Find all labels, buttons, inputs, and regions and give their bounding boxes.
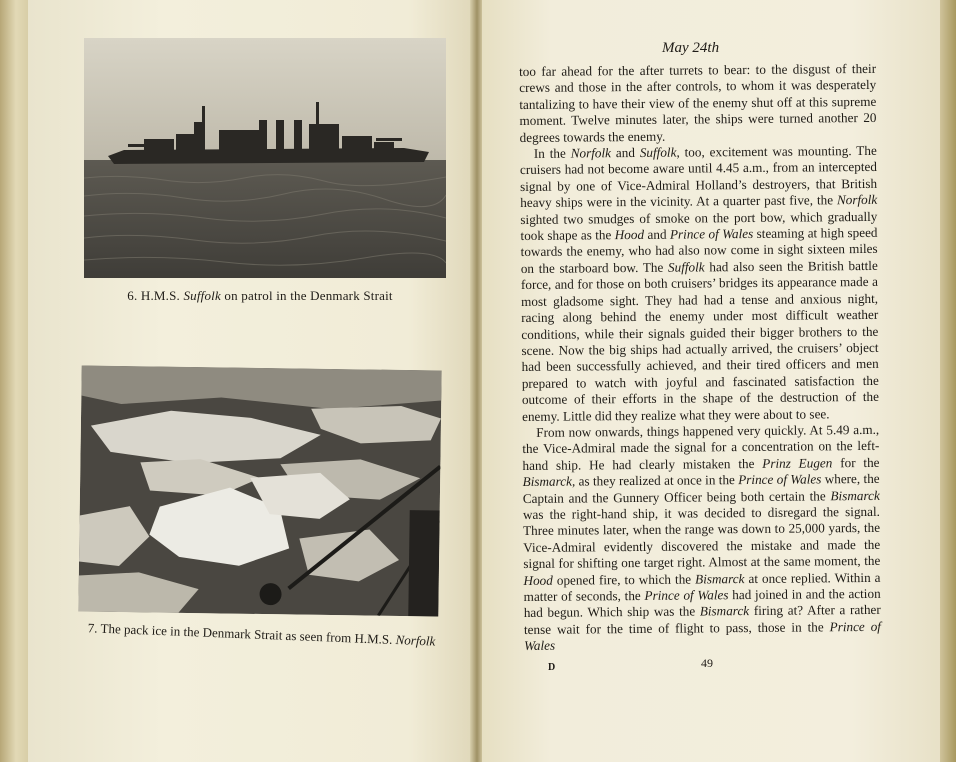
paragraph-2: In the Norfolk and Suffolk, too, excitement was mounting. The cruisers had not become aware until 4.45 a.m., from an intercepted signal by one of Vice-Admiral Holland’s destroyers, that British heavy ships were in the vicinity. At a quarter past five, the Norfolk sighted two smudges of smoke on the port bow, which gradually took shape as the Hood and Prince of Wales steaming at high speed towards the enemy, who had also now come in sight sixteen miles on the starboard bow. The Suffolk had also seen the British battle force, and for those on both cruisers’ bridges its appearance made a most gladsome sight. They had had a tense and anxious night, racing along behind the enemy under most difficult weather conditions, while their signals guided their bigger brothers to the scene. Now the big ships had actually arrived, the cruisers’ object had been successfully achieved, and their tired officers and men prepared to watch with joyful and fascinated satisfaction the outcome of their efforts in the shape of the destruction of the enemy. Little did they realize what they were about to see. [519, 142, 879, 424]
paragraph-3: From now onwards, things happened very quickly. At 5.49 a.m., the Vice-Admiral made the signal for a concentration on the left-hand ship. He had clearly mistaken the Prinz Eugen for the Bismarck, as they realized at once in the Prince of Wales where, the Captain and the Gunnery Officer being both certain the Bismarck was the right-hand ship, it was decided to disregard the signal. Three minutes later, when the range was down to 25,000 yards, the Vice-Admiral evidently discovered the mistake and made the signal for shifting one target right. Almost at the same moment, the Hood opened fire, to which the Bismarck at once replied. Within a matter of seconds, the Prince of Wales had joined in and the action had begun. Which ship was the Bismarck firing at? After a rather tense wait for the time of flight to pass, those in the Prince of Wales [522, 421, 881, 654]
plate-7-caption-ship: Norfolk [395, 632, 436, 649]
right-page-edges [940, 0, 956, 762]
plate-6-caption-ship: Suffolk [183, 288, 221, 303]
running-head: May 24th [662, 40, 720, 56]
plate-6-ship-photo [84, 38, 446, 278]
body-text [519, 61, 881, 655]
plate-6-caption [95, 288, 425, 304]
plate-6-caption-rest: on patrol in the Denmark Strait [224, 288, 393, 303]
signature-mark: D [548, 662, 556, 673]
plate-6-caption-number: 6. H.M.S. [127, 288, 180, 303]
plate-7-pack-ice-photo [78, 365, 441, 616]
page-number: 49 [701, 656, 713, 670]
plate-7-caption-text: 7. The pack ice in the Denmark Strait as seen from H.M.S. [87, 620, 393, 647]
paragraph-1: too far ahead for the after turrets to bear: to the disgust of their crews and those in the after controls, to whom it was desperately tantalizing to have their view of the enemy shut off at this supreme moment. Twelve minutes later, the ships were turned another 20 degrees towards the enemy. [519, 60, 877, 145]
